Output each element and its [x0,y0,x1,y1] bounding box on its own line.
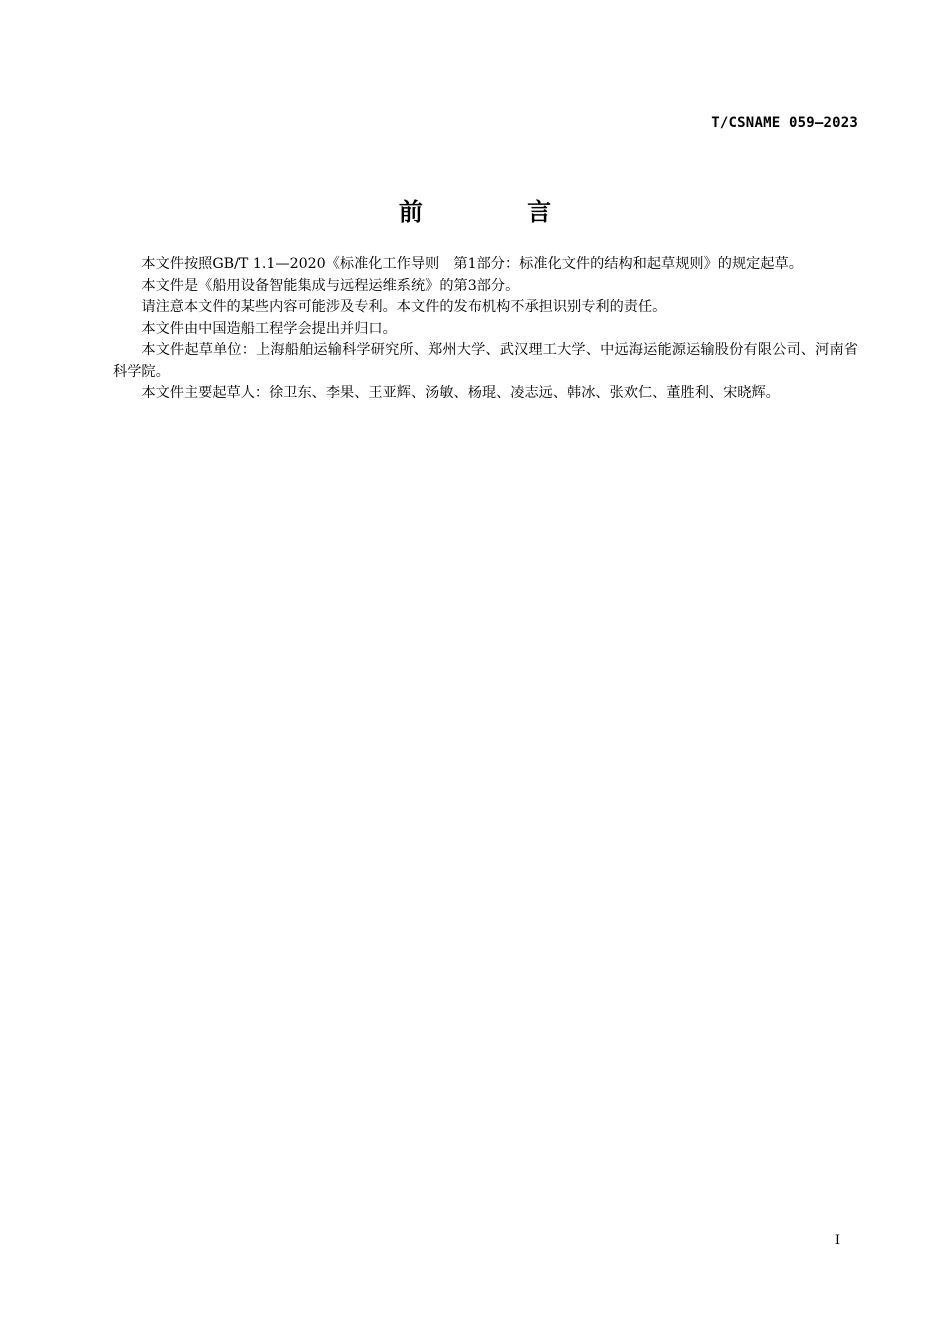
paragraph-patent-notice: 请注意本文件的某些内容可能涉及专利。本文件的发布机构不承担识别专利的责任。 [141,299,667,315]
paragraph-drafting-rules: 本文件按照GB/T 1.1—2020《标准化工作导则 第1部分：标准化文件的结构和起草规则》的规定起草。 [141,256,803,272]
paragraph-drafting-units: 本文件起草单位：上海船舶运输科学研究所、郑州大学、武汉理工大学、中远海运能源运输股份有限公司、河南省科学院。 [113,342,858,380]
page-number: I [834,1233,840,1248]
document-code: T/CSNAME 059—2023 [711,115,858,131]
paragraph-part-statement: 本文件是《船用设备智能集成与远程运维系统》的第3部分。 [141,277,520,294]
paragraph-proposer: 本文件由中国造船工程学会提出并归口。 [141,320,397,337]
foreword-body [113,254,858,405]
page-title: 前 言 [398,198,600,226]
paragraph-drafters: 本文件主要起草人：徐卫东、李果、王亚辉、汤敏、杨琨、凌志远、韩冰、张欢仁、董胜利、宋晓辉。 [141,385,780,401]
